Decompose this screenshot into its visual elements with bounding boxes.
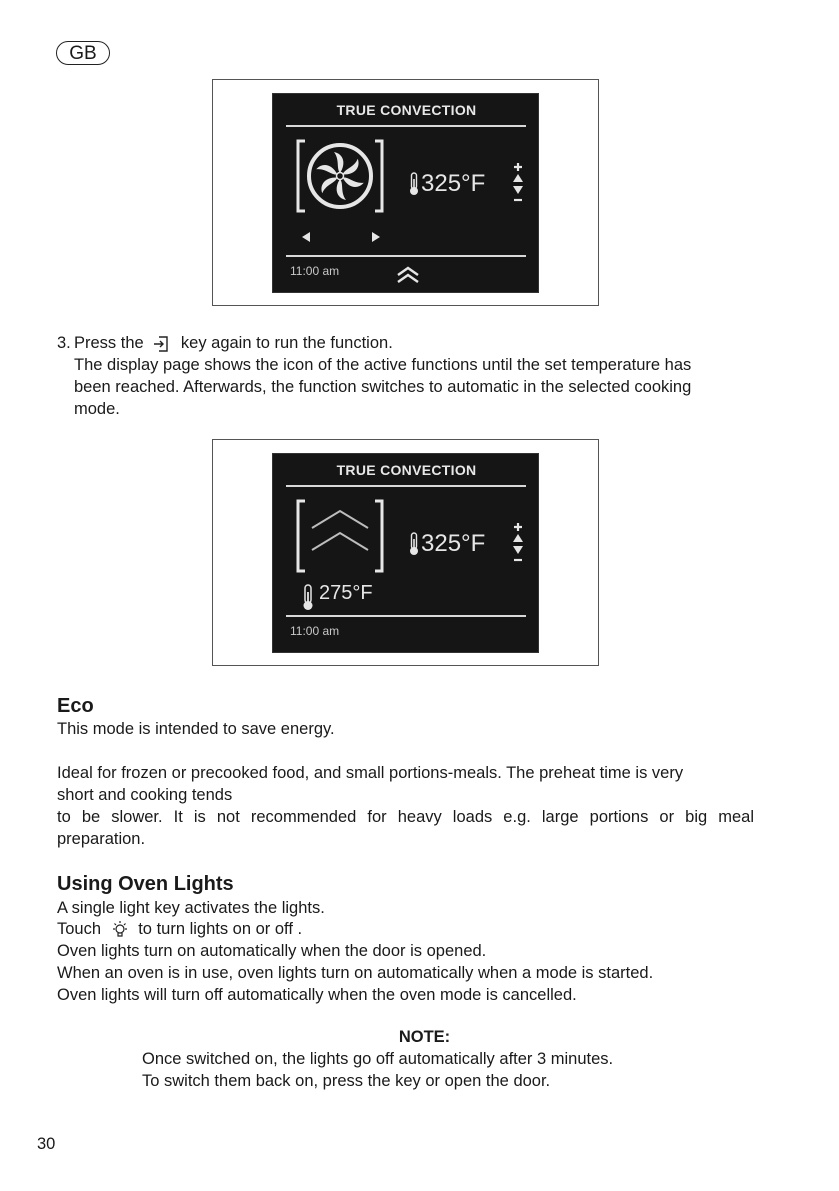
light-bulb-icon [110, 920, 130, 940]
step-3-line-3: been reached. Afterwards, the function switches to automatic in the selected cooking [74, 378, 692, 396]
lights-line-2-end: to turn lights on or off . [138, 920, 303, 938]
current-temperature: 275°F [319, 582, 373, 604]
lights-line-5: Oven lights will turn off automatically when the oven mode is cancelled. [57, 986, 577, 1004]
step-3-line-2: The display page shows the icon of the active functions until the set temperature has [74, 356, 692, 374]
double-chevron-up-icon[interactable] [396, 265, 420, 285]
display-title: TRUE CONVECTION [336, 462, 477, 478]
region-badge: GB [56, 41, 110, 65]
next-arrow-icon[interactable] [371, 231, 381, 243]
oven-display-2 [272, 453, 539, 653]
temperature-adjust-icon[interactable] [511, 161, 525, 203]
eco-intro: This mode is intended to save energy. [57, 720, 335, 738]
step-3-line-1-start: Press the [74, 334, 144, 352]
display-title: TRUE CONVECTION [336, 102, 477, 118]
display-divider-top [286, 485, 526, 487]
start-key-icon [152, 334, 172, 354]
lights-line-2-start: Touch [57, 920, 102, 938]
step-3-line-1 [74, 332, 393, 354]
eco-paragraph-line-1: Ideal for frozen or precooked food, and small portions-meals. The preheat time is very [57, 764, 684, 782]
eco-paragraph-line-2: short and cooking tends [57, 786, 233, 804]
display-divider-bottom [286, 255, 526, 257]
fan-function-icon [295, 138, 385, 214]
step-3-line-4: mode. [74, 400, 120, 418]
step-3-line-1-end: key again to run the function. [180, 334, 393, 352]
lights-line-1: A single light key activates the lights. [57, 899, 325, 917]
clock-time: 11:00 am [290, 264, 340, 278]
thermometer-icon [408, 172, 420, 196]
clock-time: 11:00 am [290, 624, 340, 638]
note-line-2: To switch them back on, press the key or open the door. [142, 1072, 551, 1090]
page-number: 30 [37, 1135, 56, 1153]
preheat-icon [295, 498, 385, 574]
set-temperature: 325°F [421, 530, 486, 557]
lights-line-2 [57, 918, 302, 940]
eco-paragraph-line-3: to be slower. It is not recommended for heavy loads e.g. large portions or big meal [57, 808, 754, 826]
previous-arrow-icon[interactable] [301, 231, 311, 243]
step-3-number: 3. [57, 334, 71, 352]
note-label: NOTE: [398, 1028, 451, 1046]
lights-line-3: Oven lights turn on automatically when the door is opened. [57, 942, 487, 960]
display-divider-top [286, 125, 526, 127]
lights-line-4: When an oven is in use, oven lights turn on automatically when a mode is started. [57, 964, 654, 982]
oven-lights-heading: Using Oven Lights [57, 873, 234, 895]
display-divider-bottom [286, 615, 526, 617]
set-temperature: 325°F [421, 170, 486, 197]
oven-display-1 [272, 93, 539, 293]
thermometer-icon [408, 532, 420, 556]
eco-heading: Eco [57, 695, 94, 717]
note-line-1: Once switched on, the lights go off automatically after 3 minutes. [142, 1050, 614, 1068]
eco-paragraph-line-4: preparation. [57, 830, 146, 848]
temperature-adjust-icon[interactable] [511, 521, 525, 563]
current-thermometer-icon [301, 584, 315, 611]
